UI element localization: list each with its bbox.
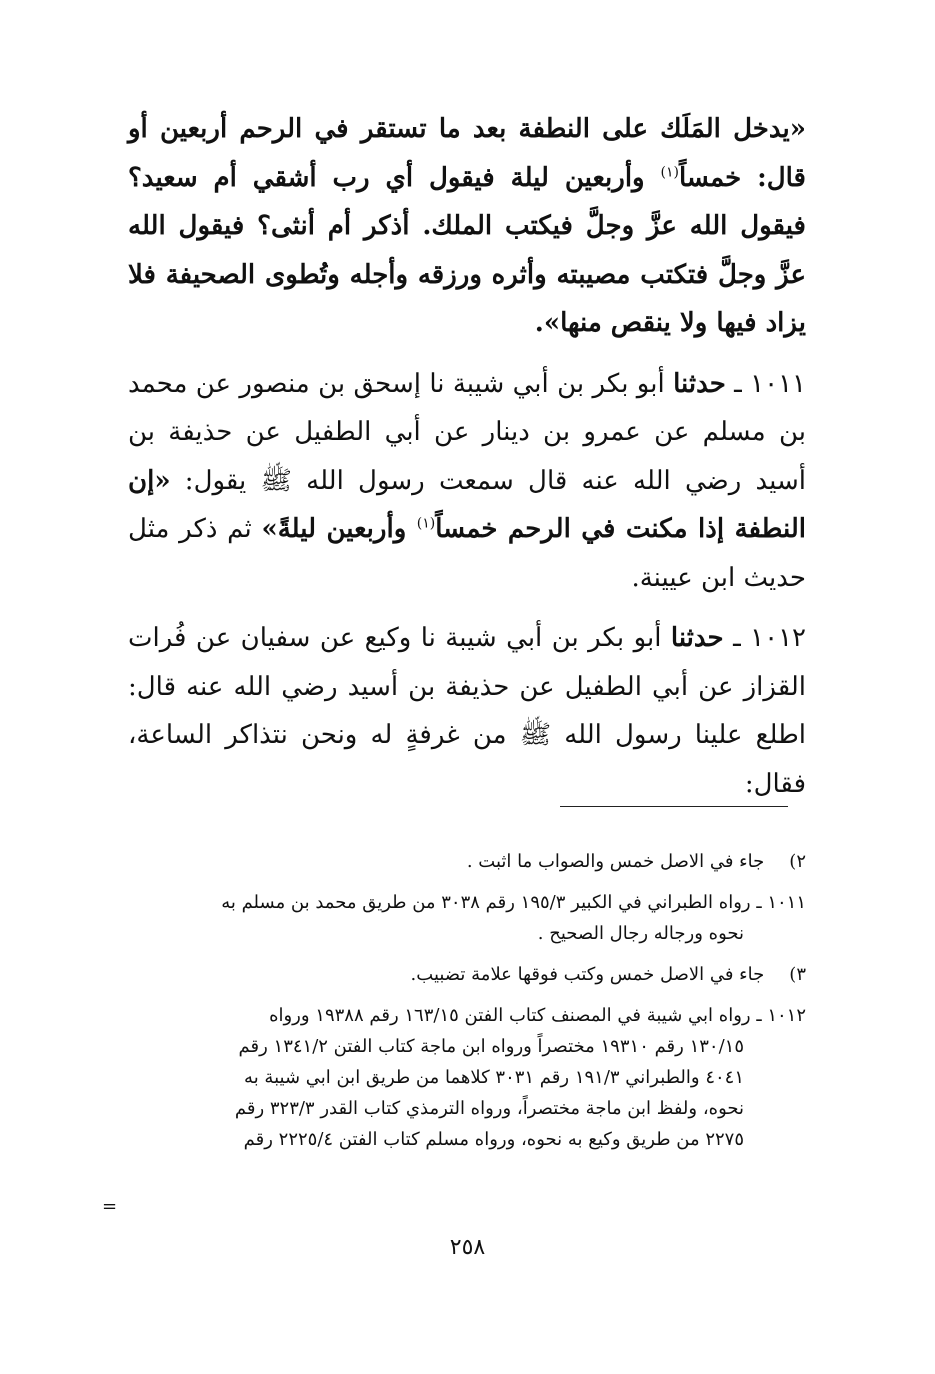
footnote-number: ١٠١٢ ـ bbox=[756, 1005, 806, 1026]
hadith-number: ١٠١١ ـ bbox=[725, 368, 806, 399]
footnote-number: ١٠١١ ـ bbox=[756, 892, 806, 913]
footnote-text: جاء في الاصل خمس وكتب فوقها علامة تضبيب. bbox=[410, 964, 765, 985]
main-text bbox=[128, 105, 806, 820]
footnote-text-cont: ٤٠٤١ والطبراني ١٩١/٣ رقم ٣٠٣١ كلاهما من طريق ابن ابي شيبة به bbox=[244, 1067, 744, 1088]
narration-label: حدثنا bbox=[673, 368, 726, 399]
hadith-tail: ثم ذكر مثل حديث ابن عيينة. bbox=[128, 514, 806, 593]
footnote-number: ٢) bbox=[789, 851, 806, 872]
isnad-text: أبو بكر بن أبي شيبة نا إسحق بن منصور عن محمد بن مسلم عن عمرو بن دينار عن أبي الطفيل عن حذيفة بن أسيد رضي الله عنه قال سمعت رسول الله ﷺ يقول: bbox=[128, 368, 806, 496]
footnote-text: رواه ابي شيبة في المصنف كتاب الفتن ١٦٣/١٥ رقم ١٩٣٨٨ ورواه bbox=[269, 1005, 751, 1026]
footnote-number: ٣) bbox=[789, 964, 806, 985]
footnote-ref: (١) bbox=[660, 163, 679, 180]
footnote-1012 bbox=[120, 1000, 806, 1155]
hadith-text: «يدخل المَلَك على النطفة بعد ما تستقر في الرحم أربعين أو قال: خمساً bbox=[128, 114, 806, 193]
hadith-paragraph-1012 bbox=[128, 614, 806, 808]
footnote-1011 bbox=[120, 887, 806, 949]
footnote-separator bbox=[560, 806, 788, 807]
footnote-text-cont: نحوه، ولفظ ابن ماجة مختصراً، ورواه الترمذي كتاب القدر ٣٢٣/٣ رقم bbox=[234, 1098, 744, 1119]
narration-label: حدثنا bbox=[670, 623, 724, 653]
footnote-text-cont: ٢٢٧٥ من طريق وكيع به نحوه، ورواه مسلم كتاب الفتن ٢٢٢٥/٤ رقم bbox=[243, 1129, 744, 1150]
footnote-ref: (١) bbox=[416, 515, 436, 532]
hadith-text-cont: وأربعين ليلة فيقول أي رب أشقي أم سعيد؟ فيقول الله عزَّ وجلَّ فيكتب الملك. أذكر أم أنثى؟ فيقول الله عزَّ وجلَّ فتكتب مصيبته وأثره ورزقه وأجله وتُطوى الصحيفة فلا يزاد فيها ولا ينقص منها». bbox=[128, 162, 806, 338]
footnote-3 bbox=[120, 959, 806, 990]
hadith-paragraph-1 bbox=[128, 105, 806, 348]
footnote-text-cont: نحوه ورجاله رجال الصحيح . bbox=[537, 923, 744, 944]
continuation-mark: = bbox=[102, 1196, 118, 1217]
hadith-text: «إن النطفة إذا مكنت في الرحم خمساً bbox=[128, 465, 806, 544]
footnotes bbox=[120, 846, 806, 1165]
page-number: ٢٥٨ bbox=[449, 1235, 486, 1260]
hadith-number: ١٠١٢ ـ bbox=[723, 623, 806, 653]
footnote-2 bbox=[120, 846, 806, 877]
footnote-text-cont: ١٣٠/١٥ رقم ١٩٣١٠ مختصراً ورواه ابن ماجة كتاب الفتن ١٣٤١/٢ رقم bbox=[238, 1036, 744, 1057]
footnote-text: جاء في الاصل خمس والصواب ما اثبت . bbox=[466, 851, 765, 872]
hadith-paragraph-1011 bbox=[128, 360, 806, 603]
hadith-text-cont: وأربعين ليلةً» bbox=[261, 514, 417, 544]
footnote-text: رواه الطبراني في الكبير ١٩٥/٣ رقم ٣٠٣٨ من طريق محمد بن مسلم به bbox=[221, 892, 751, 913]
isnad-text: أبو بكر بن أبي شيبة نا وكيع عن سفيان عن فُرات القزاز عن أبي الطفيل عن حذيفة بن أسيد رضي الله عنه قال: اطلع علينا رسول الله ﷺ من غرفةٍ له ونحن نتذاكر الساعة، فقال: bbox=[128, 623, 806, 799]
